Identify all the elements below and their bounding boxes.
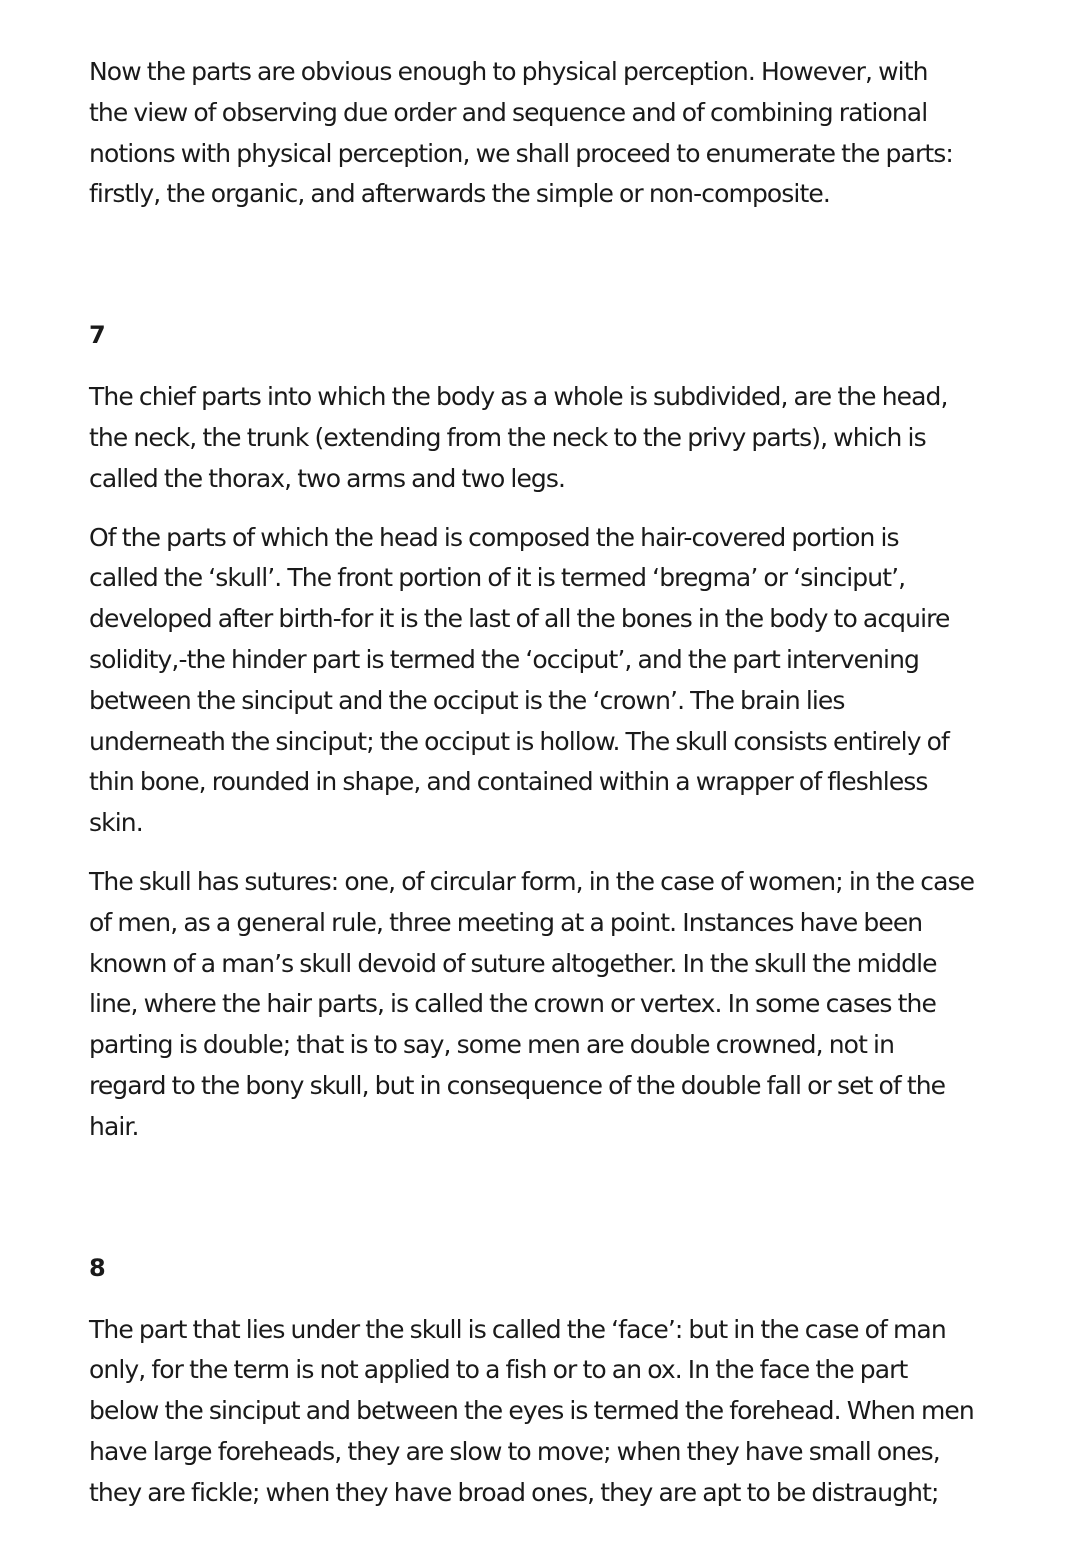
text-line: known of a man’s skull devoid of suture altogether. In the skull the middle xyxy=(89,948,937,978)
text-line: hair. xyxy=(89,1111,139,1141)
paragraph-body-parts xyxy=(89,377,1049,499)
text-line: called the thorax, two arms and two legs. xyxy=(89,463,566,493)
text-line: thin bone, rounded in shape, and contained within a wrapper of fleshless xyxy=(89,767,928,797)
text-line: line, where the hair parts, is called the crown or vertex. In some cases the xyxy=(89,989,936,1019)
section-number-7: 7 xyxy=(89,321,106,350)
paragraph-face xyxy=(89,1310,1049,1514)
text-line: only, for the term is not applied to a fish or to an ox. In the face the part xyxy=(89,1355,908,1385)
text-line: they are fickle; when they have broad ones, they are apt to be distraught; xyxy=(89,1477,939,1507)
text-line: firstly, the organic, and afterwards the simple or non-composite. xyxy=(89,179,830,209)
text-line: The part that lies under the skull is called the ‘face’: but in the case of man xyxy=(89,1314,946,1344)
section-number-8: 8 xyxy=(89,1253,106,1282)
text-line: developed after birth-for it is the last of all the bones in the body to acquire xyxy=(89,604,950,634)
text-line: have large foreheads, they are slow to move; when they have small ones, xyxy=(89,1436,940,1466)
text-line: The chief parts into which the body as a whole is subdivided, are the head, xyxy=(89,382,948,412)
text-line: solidity,-the hinder part is termed the ‘occiput’, and the part intervening xyxy=(89,644,919,674)
text-line: parting is double; that is to say, some men are double crowned, not in xyxy=(89,1030,895,1060)
text-line: skin. xyxy=(89,808,143,838)
text-line: regard to the bony skull, but in consequence of the double fall or set of the xyxy=(89,1070,946,1100)
paragraph-skull xyxy=(89,518,1049,844)
text-line: below the sinciput and between the eyes is termed the forehead. When men xyxy=(89,1396,974,1426)
paragraph-sutures xyxy=(89,862,1049,1148)
text-line: called the ‘skull’. The front portion of it is termed ‘bregma’ or ‘sinciput’, xyxy=(89,563,906,593)
document-page xyxy=(89,52,1049,1514)
text-line: between the sinciput and the occiput is the ‘crown’. The brain lies xyxy=(89,685,845,715)
text-line: Of the parts of which the head is composed the hair-covered portion is xyxy=(89,522,899,552)
text-line: The skull has sutures: one, of circular form, in the case of women; in the case xyxy=(89,866,975,896)
text-line: the view of observing due order and sequence and of combining rational xyxy=(89,97,928,127)
text-line: the neck, the trunk (extending from the neck to the privy parts), which is xyxy=(89,422,926,452)
text-line: underneath the sinciput; the occiput is hollow. The skull consists entirely of xyxy=(89,726,949,756)
text-line: Now the parts are obvious enough to physical perception. However, with xyxy=(89,57,928,86)
paragraph-intro xyxy=(89,52,1049,215)
text-line: of men, as a general rule, three meeting at a point. Instances have been xyxy=(89,907,923,937)
text-line: notions with physical perception, we shall proceed to enumerate the parts: xyxy=(89,138,953,168)
